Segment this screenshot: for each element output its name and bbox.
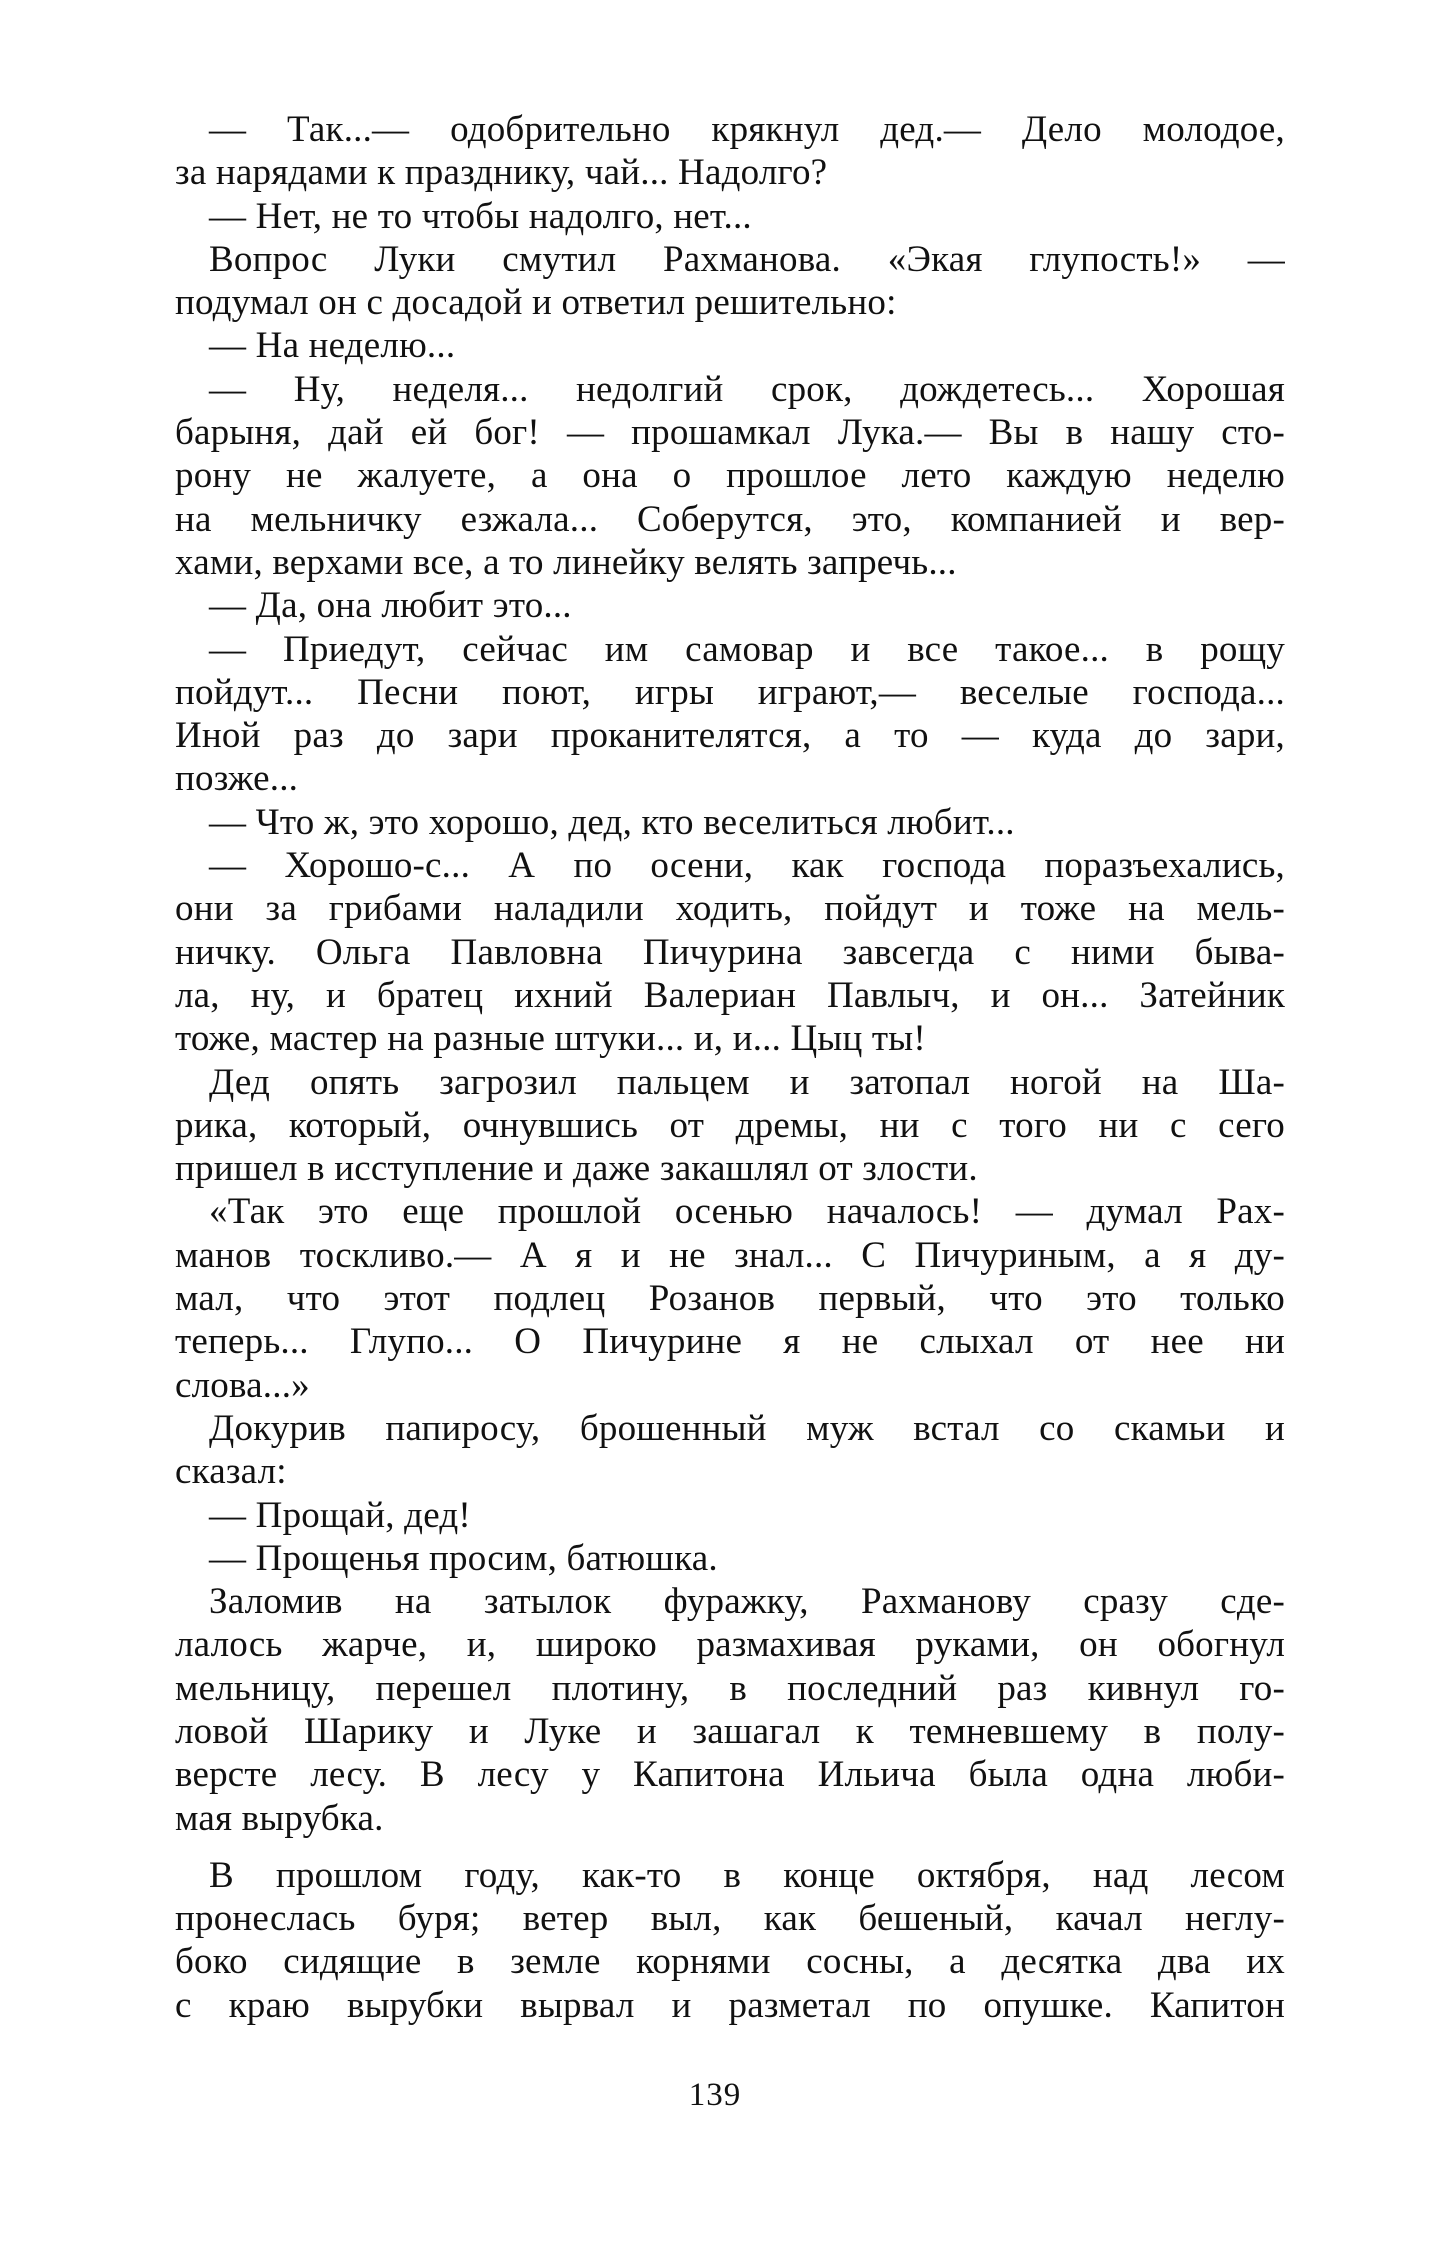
text-line: с краю вырубки вырвал и разметал по опушке. Капитон (175, 1984, 1285, 2026)
text-line: Докурив папиросу, брошенный муж встал со скамьи и (209, 1407, 1285, 1449)
text-line: они за грибами наладили ходить, пойдут и тоже на мель- (175, 888, 1285, 930)
text-line: Вопрос Луки смутил Рахманова. «Экая глупость!» — (209, 238, 1285, 280)
text-line: боко сидящие в земле корнями сосны, а десятка два их (175, 1941, 1285, 1983)
text-line: манов тоскливо.— А я и не знал... С Пичуриным, а я ду- (175, 1234, 1285, 1276)
text-line: Иной раз до зари проканителятся, а то — куда до зари, (175, 715, 1285, 757)
text-line: — Что ж, это хорошо, дед, кто веселиться любит... (209, 801, 1015, 843)
text-line: ла, ну, и братец ихний Валериан Павлыч, и он... Затейник (175, 974, 1285, 1016)
text-line: мельницу, перешел плотину, в последний раз кивнул го- (175, 1667, 1285, 1709)
text-line: тоже, мастер на разные штуки... и, и... Цыц ты! (175, 1018, 926, 1060)
text-line: ловой Шарику и Луке и зашагал к темневшему в полу- (175, 1710, 1285, 1752)
text-line: В прошлом году, как-то в конце октября, над лесом (209, 1854, 1285, 1896)
text-line: подумал он с досадой и ответил решительно: (175, 282, 897, 324)
text-line: барыня, дай ей бог! — прошамкал Лука.— Вы в нашу сто- (175, 412, 1285, 454)
text-line: «Так это еще прошлой осенью началось! — думал Рах- (209, 1191, 1285, 1233)
text-line: — Так...— одобрительно крякнул дед.— Дело молодое, (209, 109, 1285, 150)
text-line: — Прощай, дед! (209, 1494, 471, 1536)
text-line: на мельничку езжала... Соберутся, это, компанией и вер- (175, 498, 1285, 540)
text-line: позже... (175, 758, 299, 800)
text-line: рону не жалуете, а она о прошлое лето каждую неделю (175, 455, 1285, 497)
text-line: — На неделю... (209, 325, 456, 367)
paragraph-gap (175, 1840, 1285, 1854)
text-line: — Да, она любит это... (209, 585, 572, 627)
text-line: — Хорошо-с... А по осени, как господа поразъехались, (209, 845, 1285, 887)
text-line: сказал: (175, 1451, 287, 1493)
text-line: за нарядами к празднику, чай... Надолго? (175, 152, 828, 194)
text-line: лалось жарче, и, широко размахивая руками, он обогнул (175, 1624, 1285, 1666)
text-line: ничку. Ольга Павловна Пичурина завсегда с ними быва- (175, 931, 1285, 973)
page-number: 139 (688, 2077, 742, 2113)
text-line: рика, который, очнувшись от дремы, ни с того ни с сего (175, 1104, 1285, 1146)
text-line: хами, верхами все, а то линейку велять запречь... (175, 541, 957, 583)
text-line: Заломив на затылок фуражку, Рахманову сразу сде- (209, 1581, 1285, 1623)
text-line: пронеслась буря; ветер выл, как бешеный, качал неглу- (175, 1898, 1285, 1940)
body-text (175, 108, 1285, 2027)
text-line: теперь... Глупо... О Пичурине я не слыхал от нее ни (175, 1321, 1285, 1363)
text-line: слова...» (175, 1364, 310, 1406)
text-line: версте лесу. В лесу у Капитона Ильича была одна люби- (175, 1754, 1285, 1796)
text-line: пойдут... Песни поют, игры играют,— веселые господа... (175, 671, 1285, 713)
text-line: — Приедут, сейчас им самовар и все такое... в рощу (209, 628, 1285, 670)
text-line: мал, что этот подлец Розанов первый, что это только (175, 1278, 1285, 1320)
text-line: — Ну, неделя... недолгий срок, дождетесь... Хорошая (209, 368, 1285, 410)
text-line: — Нет, не то чтобы надолго, нет... (209, 195, 752, 237)
text-line: — Прощенья просим, батюшка. (209, 1537, 718, 1579)
text-line: пришел в исступление и даже закашлял от злости. (175, 1148, 978, 1190)
text-line: Дед опять загрозил пальцем и затопал ногой на Ша- (209, 1061, 1285, 1103)
text-line: мая вырубка. (175, 1797, 384, 1839)
